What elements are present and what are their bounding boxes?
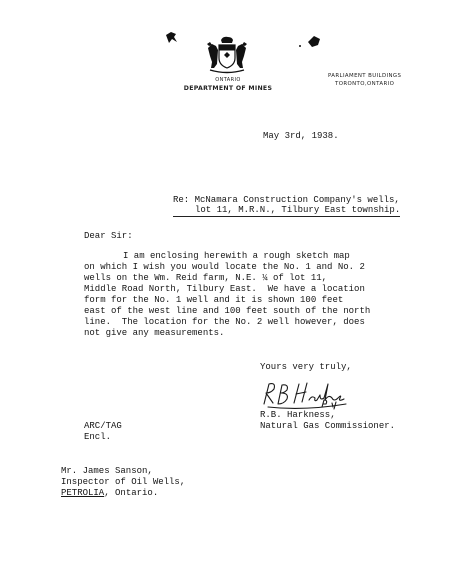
signatory-name: R.B. Harkness, (260, 410, 336, 420)
salutation: Dear Sir: (84, 231, 133, 241)
letterhead-province: ONTARIO (215, 77, 241, 83)
letter-date: May 3rd, 1938. (263, 131, 339, 141)
body-paragraph (84, 251, 370, 339)
subject-line-1: Re: McNamara Construction Company's wells, (173, 195, 400, 205)
body-line: east of the west line and 100 feet south of the north (84, 306, 371, 316)
signatory-title: Natural Gas Commissioner. (260, 421, 396, 431)
ontario-crest-icon (204, 34, 250, 76)
recipient-title: Inspector of Oil Wells, (61, 477, 186, 487)
recipient-province: , Ontario. (104, 488, 159, 498)
body-line: wells on the Wm. Reid farm, N.E. ¼ of lot 11, (84, 273, 328, 283)
recipient-address (61, 466, 185, 499)
closing: Yours very truly, (260, 362, 352, 372)
reference-initials: ARC/TAG (84, 421, 122, 431)
subject-line-2: lot 11, M.R.N., Tilbury East township. (173, 205, 400, 217)
recipient-name: Mr. James Sanson, (61, 466, 153, 476)
handwritten-signature (254, 376, 354, 412)
recipient-town: PETROLIA (61, 488, 105, 498)
letterhead-department: DEPARTMENT OF MINES (183, 85, 273, 92)
flourish-right-icon (296, 34, 326, 50)
letterhead-address-line2: TORONTO,ONTARIO (335, 81, 395, 87)
body-line: not give any measurements. (84, 328, 225, 338)
letterhead-address-line1: PARLIAMENT BUILDINGS (328, 73, 402, 79)
flourish-left-icon (164, 30, 180, 46)
body-line: form for the No. 1 well and it is shown 100 feet (84, 295, 344, 305)
body-line: line. The location for the No. 2 well however, does (84, 317, 365, 327)
recipient-location (61, 488, 185, 499)
body-line: Middle Road North, Tilbury East. We have a location (84, 284, 365, 294)
body-line: on which I wish you would locate the No. 1 and No. 2 (84, 262, 365, 272)
body-line: I am enclosing herewith a rough sketch map (123, 251, 350, 261)
enclosure-note: Encl. (84, 432, 112, 442)
